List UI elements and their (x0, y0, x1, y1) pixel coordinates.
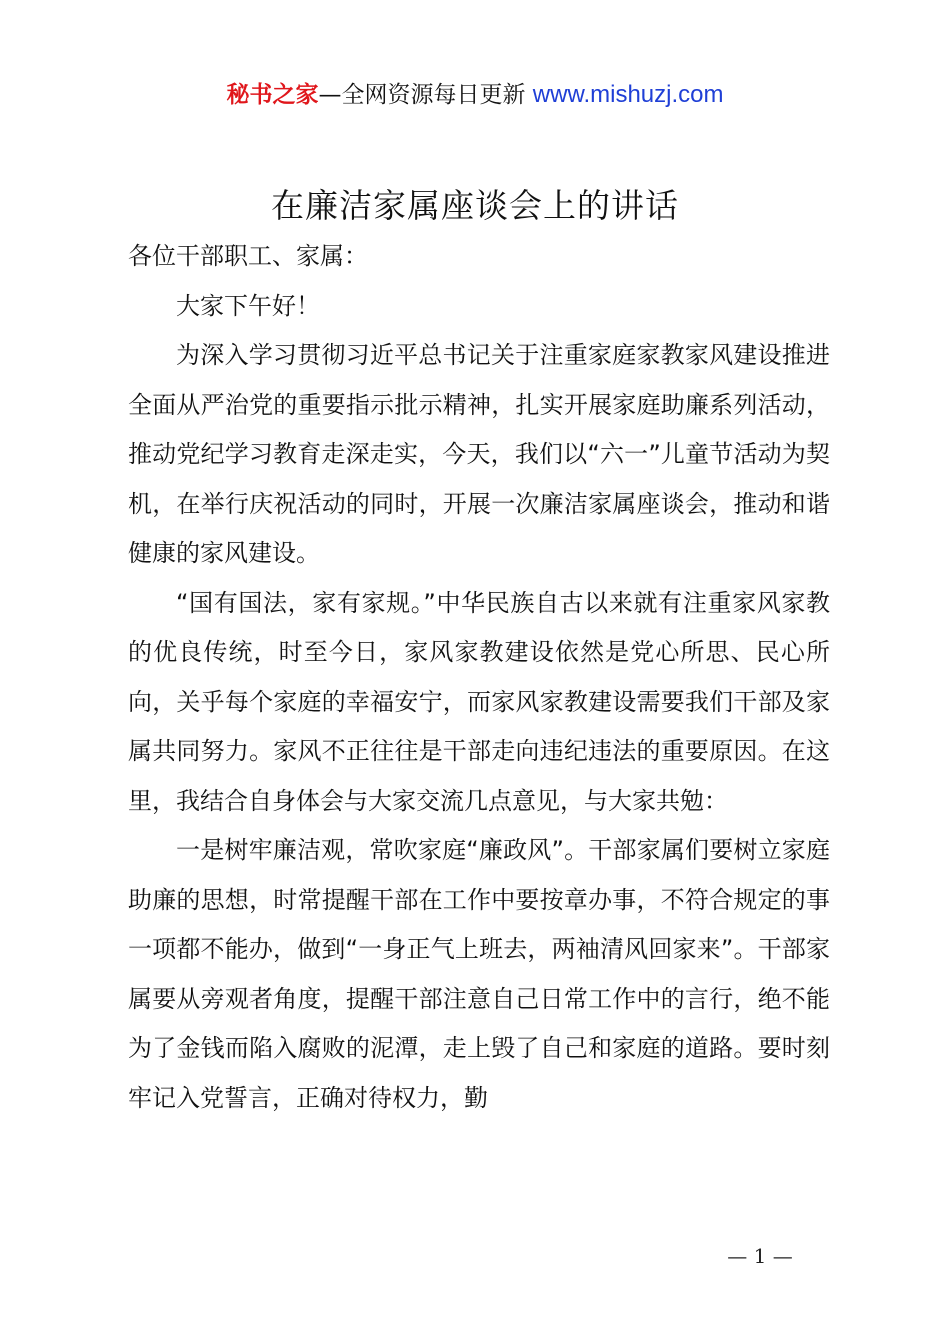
document-body (128, 232, 830, 1123)
site-tagline: —全网资源每日更新 (318, 82, 526, 108)
site-brand: 秘书之家 (226, 82, 319, 108)
salutation: 各位干部职工、家属： (128, 242, 368, 270)
paragraph: 一是树牢廉洁观，常吹家庭“廉政风”。干部家属们要树立家庭助廉的思想，时常提醒干部在工作中要按章办事，不符合规定的事一项都不能办，做到“一身正气上班去，两袖清风回家来”。干部家属要从旁观者角度，提醒干部注意自己日常工作中的言行，绝不能为了金钱而陷入腐败的泥潭，走上毁了自己和家庭的道路。要时刻牢记入党誓言，正确对待权力，勤 (128, 836, 830, 1112)
page-number: — 1 — (727, 1244, 793, 1268)
site-header (0, 78, 950, 112)
paragraph: 大家下午好！ (176, 291, 320, 320)
document-title: 在廉洁家属座谈会上的讲话 (271, 186, 679, 225)
paragraph: 为深入学习贯彻习近平总书记关于注重家庭家教家风建设推进全面从严治党的重要指示批示精神，扎实开展家庭助廉系列活动，推动党纪学习教育走深走实，今天，我们以“六一”儿童节活动为契机，在举行庆祝活动的同时，开展一次廉洁家属座谈会，推动和谐健康的家风建设。 (128, 341, 830, 567)
paragraph: “国有国法，家有家规。”中华民族自古以来就有注重家风家教的优良传统，时至今日，家风家教建设依然是党心所思、民心所向，关乎每个家庭的幸福安宁，而家风家教建设需要我们干部及家属共同努力。家风不正往往是干部走向违纪违法的重要原因。在这里，我结合自身体会与大家交流几点意见，与大家共勉： (128, 588, 830, 815)
site-url-link[interactable]: www.mishuzj.com (532, 81, 724, 108)
